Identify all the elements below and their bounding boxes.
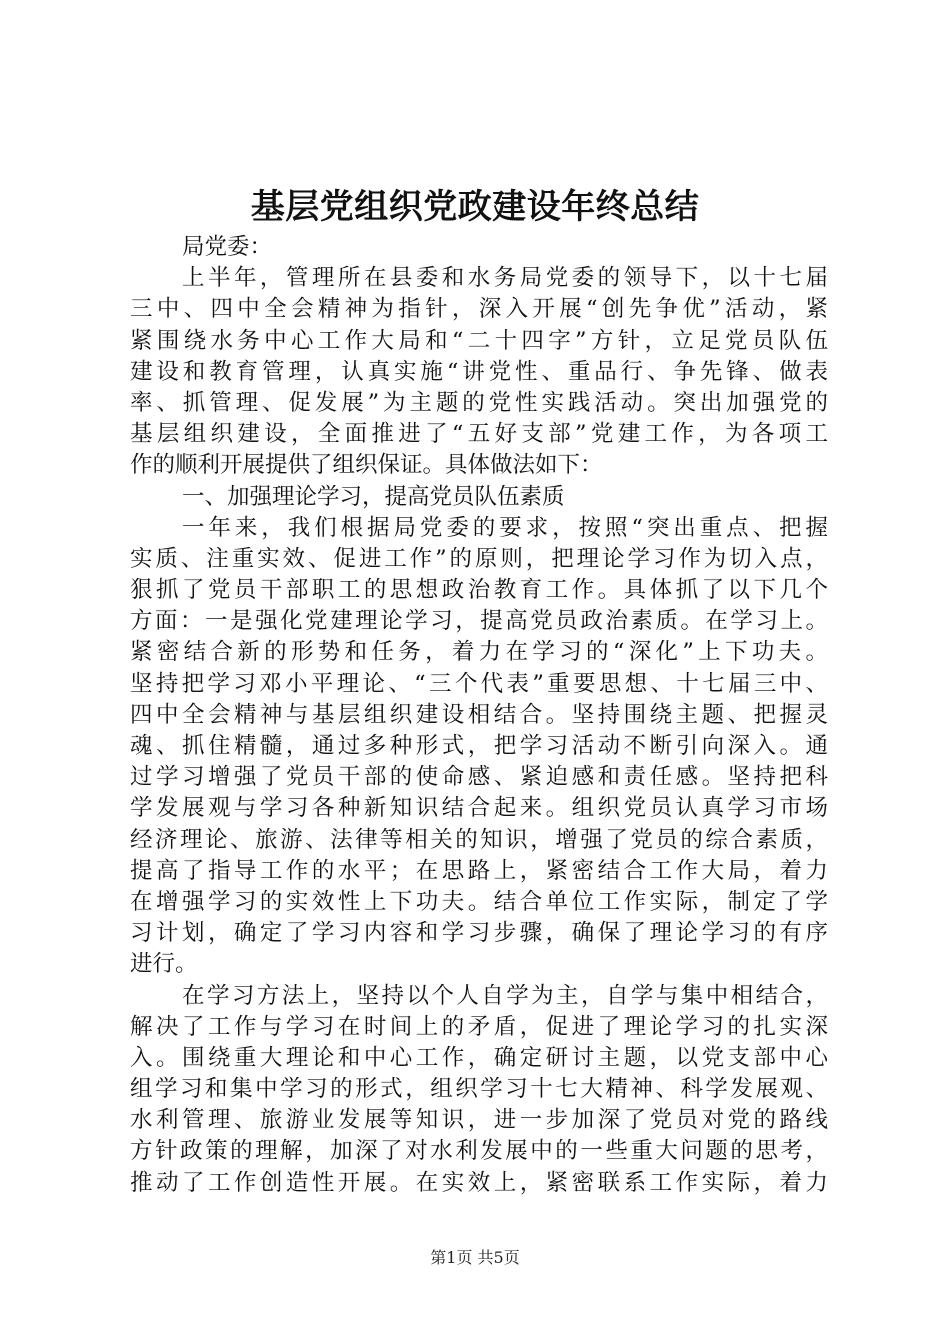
body-text-line: 学发展观与学习各种新知识结合起来。组织党员认真学习市场	[130, 795, 828, 822]
body-text-line: 一年来，我们根据局党委的要求，按照“突出重点、把握	[182, 514, 828, 541]
body-text-line: 提高了指导工作的水平；在思路上，紧密结合工作大局，着力	[130, 857, 828, 884]
body-text-line: 一、加强理论学习，提高党员队伍素质	[182, 483, 565, 510]
body-text-line: 组学习和集中学习的形式，组织学习十七大精神、科学发展观、	[130, 1076, 828, 1103]
page-number-footer: 第1页 共5页	[430, 1248, 520, 1267]
body-text-line: 进行。	[130, 951, 198, 978]
body-text-line: 紧密结合新的形势和任务，着力在学习的“深化”上下功夫。	[130, 639, 828, 666]
body-text-line: 紧围绕水务中心工作大局和“二十四字”方针，立足党员队伍	[130, 327, 828, 354]
document-title: 基层党组织党政建设年终总结	[250, 187, 700, 227]
body-text-line: 在学习方法上，坚持以个人自学为主，自学与集中相结合，	[182, 982, 828, 1009]
body-text-line: 过学习增强了党员干部的使命感、紧迫感和责任感。坚持把科	[130, 764, 828, 791]
body-text-line: 局党委：	[182, 234, 273, 260]
document-body	[130, 232, 828, 1199]
body-text-line: 推动了工作创造性开展。在实效上，紧密联系工作实际，着力	[130, 1169, 828, 1196]
body-text-line: 魂、抓住精髓，通过多种形式，把学习活动不断引向深入。通	[130, 733, 828, 759]
body-text-line: 三中、四中全会精神为指针，深入开展“创先争优”活动，紧	[130, 296, 828, 323]
body-text-line: 坚持把学习邓小平理论、“三个代表”重要思想、十七届三中、	[130, 670, 828, 697]
body-text-line: 经济理论、旅游、法律等相关的知识，增强了党员的综合素质，	[130, 826, 828, 853]
body-text-line: 入。围绕重大理论和中心工作，确定研讨主题，以党支部中心	[130, 1044, 828, 1071]
body-text-line: 狠抓了党员干部职工的思想政治教育工作。具体抓了以下几个	[130, 577, 828, 604]
body-text-line: 上半年，管理所在县委和水务局党委的领导下，以十七届	[182, 265, 828, 292]
body-text-line: 水利管理、旅游业发展等知识，进一步加深了党员对党的路线	[130, 1107, 828, 1134]
body-text-line: 建设和教育管理，认真实施“讲党性、重品行、争先锋、做表	[130, 358, 828, 385]
body-text-line: 实质、注重实效、促进工作”的原则，把理论学习作为切入点，	[130, 545, 828, 572]
body-text-line: 解决了工作与学习在时间上的矛盾，促进了理论学习的扎实深	[130, 1013, 828, 1040]
body-text-line: 在增强学习的实效性上下功夫。结合单位工作实际，制定了学	[130, 888, 828, 915]
body-text-line: 习计划，确定了学习内容和学习步骤，确保了理论学习的有序	[130, 920, 828, 947]
body-text-line: 作的顺利开展提供了组织保证。具体做法如下：	[130, 452, 603, 479]
body-text-line: 率、抓管理、促发展”为主题的党性实践活动。突出加强党的	[130, 389, 828, 416]
body-text-line: 四中全会精神与基层组织建设相结合。坚持围绕主题、把握灵	[130, 701, 828, 728]
body-text-line: 方面：一是强化党建理论学习，提高党员政治素质。在学习上。	[130, 608, 828, 635]
body-text-line: 方针政策的理解，加深了对水利发展中的一些重大问题的思考，	[130, 1138, 828, 1165]
body-text-line: 基层组织建设，全面推进了“五好支部”党建工作，为各项工	[130, 421, 828, 448]
